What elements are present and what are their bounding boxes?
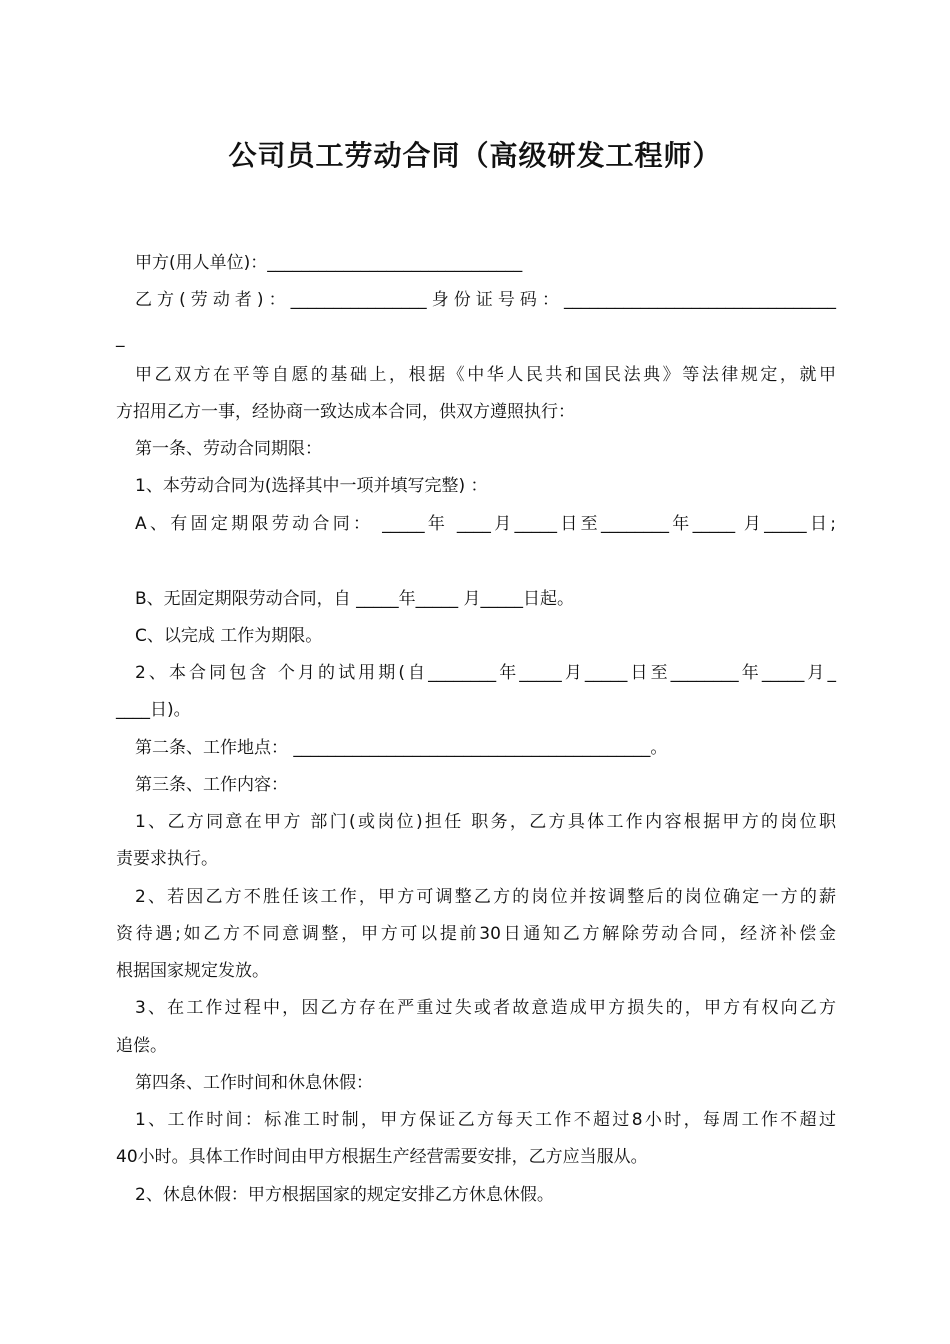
option-b-line: B、无固定期限劳动合同，自 _____年_____ 月_____日起。 (135, 589, 574, 609)
article-3-heading: 第三条、工作内容： (135, 775, 288, 795)
contract-title: 公司员工劳动合同（高级研发工程师） (228, 139, 722, 172)
article-1-heading: 第一条、劳动合同期限： (135, 439, 322, 459)
probation-line-2: ____日)。 (116, 700, 191, 720)
clause-3-3-line-2: 追偿。 (116, 1036, 167, 1056)
preamble-line-2: 方招用乙方一事，经协商一致达成本合同，供双方遵照执行： (116, 402, 575, 422)
clause-3-2-line-3: 根据国家规定发放。 (116, 961, 269, 981)
article-4-heading: 第四条、工作时间和休息休假： (135, 1073, 373, 1093)
clause-3-2-line-2: 资待遇;如乙方不同意调整，甲方可以提前30日通知乙方解除劳动合同，经济补偿金 (116, 924, 836, 944)
article-2-line: 第二条、工作地点： __________________________________________。 (135, 738, 668, 758)
clause-3-1-line-1: 1、乙方同意在甲方 部门(或岗位)担任 职务，乙方具体工作内容根据甲方的岗位职 (135, 812, 836, 832)
wrap-underscore: _ (116, 328, 125, 348)
option-a-line: A、有固定期限劳动合同： _____年 ____月_____日至________年_____ 月_____日; (135, 514, 836, 534)
clause-4-1-line-1: 1、工作时间：标准工时制，甲方保证乙方每天工作不超过8小时，每周工作不超过 (135, 1110, 836, 1130)
clause-4-2-line: 2、休息休假：甲方根据国家的规定安排乙方休息休假。 (135, 1185, 554, 1205)
clause-4-1-line-2: 40小时。具体工作时间由甲方根据生产经营需要安排，乙方应当服从。 (116, 1147, 648, 1167)
clause-3-3-line-1: 3、在工作过程中，因乙方存在严重过失或者故意造成甲方损失的，甲方有权向乙方 (135, 998, 836, 1018)
clause-3-2-line-1: 2、若因乙方不胜任该工作，甲方可调整乙方的岗位并按调整后的岗位确定一方的薪 (135, 887, 836, 907)
party-b-line: 乙方(劳动者)：________________身份证号码：________________________________ (135, 290, 836, 310)
clause-3-1-line-2: 责要求执行。 (116, 849, 218, 869)
probation-line-1: 2、本合同包含 个月的试用期(自________年_____月_____日至________年_____月_ (135, 663, 836, 683)
option-c-line: C、以完成 工作为期限。 (135, 626, 323, 646)
party-a-line: 甲方(用人单位)：______________________________ (135, 253, 523, 273)
clause-1-1: 1、本劳动合同为(选择其中一项并填写完整) ： (135, 476, 488, 496)
preamble-line-1: 甲乙双方在平等自愿的基础上，根据《中华人民共和国民法典》等法律规定，就甲 (135, 365, 836, 385)
